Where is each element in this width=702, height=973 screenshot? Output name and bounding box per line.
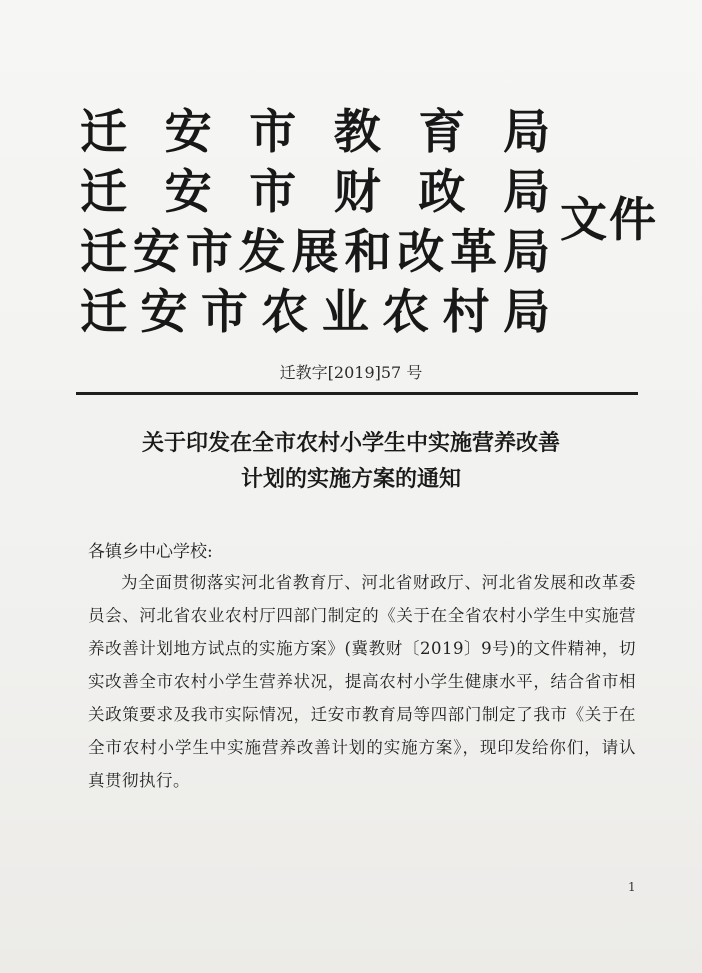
agency-char: 展 (291, 225, 339, 280)
document-number: 迁教字[2019]57 号 (279, 363, 423, 382)
agency-char: 政 (418, 165, 466, 220)
header-divider (76, 392, 638, 395)
issuing-agencies (80, 103, 550, 343)
agency-line-development-reform (80, 223, 550, 283)
agency-char: 市 (185, 225, 233, 280)
agency-char: 安 (132, 225, 180, 280)
agency-char: 局 (502, 285, 550, 340)
agency-char: 发 (238, 225, 286, 280)
agency-char: 育 (418, 105, 466, 160)
agency-char: 局 (503, 225, 550, 280)
agency-char: 市 (200, 285, 248, 340)
agency-char: 迁 (80, 225, 127, 280)
agency-char: 局 (502, 165, 550, 220)
agency-char: 迁 (80, 105, 127, 160)
agency-char: 财 (333, 165, 381, 220)
agency-line-agriculture (80, 283, 550, 343)
agency-char: 村 (442, 285, 490, 340)
body-paragraph: 为全面贯彻落实河北省教育厅、河北省财政厅、河北省发展和改革委员会、河北省农业农村厅四部门制定的《关于在全省农村小学生中实施营养改善计划地方试点的实施方案》(冀教财〔2019〕9号)的文件精神，切实改善全市农村小学生营养状况，提高农村小学生健康水平，结合省市相关政策要求及我市实际情况，迁安市教育局等四部门制定了我市《关于在全市农村小学生中实施营养改善计划的实施方案》，现印发给你们，请认真贯彻执行。 (88, 573, 636, 790)
agency-char: 安 (140, 285, 188, 340)
agency-char: 革 (450, 225, 498, 280)
agency-char: 农 (261, 285, 309, 340)
agency-char: 安 (164, 105, 212, 160)
agency-char: 农 (382, 285, 430, 340)
agency-char: 市 (249, 165, 297, 220)
agency-char: 教 (333, 105, 381, 160)
agency-char: 迁 (80, 285, 127, 340)
salutation: 各镇乡中心学校: (88, 542, 213, 562)
notice-title (60, 425, 642, 497)
agency-line-finance (80, 163, 550, 223)
notice-title-line-2: 计划的实施方案的通知 (240, 466, 461, 492)
notice-title-line-1: 关于印发在全市农村小学生中实施营养改善 (141, 430, 560, 456)
agency-char: 局 (502, 105, 550, 160)
agency-char: 安 (164, 165, 212, 220)
document-type-label: 文件 (560, 193, 658, 248)
agency-char: 市 (249, 105, 297, 160)
agency-char: 改 (397, 225, 445, 280)
agency-char: 迁 (80, 165, 127, 220)
agency-char: 业 (321, 285, 369, 340)
page-number: 1 (628, 880, 636, 894)
agency-line-education (80, 103, 550, 163)
agency-char: 和 (344, 225, 392, 280)
